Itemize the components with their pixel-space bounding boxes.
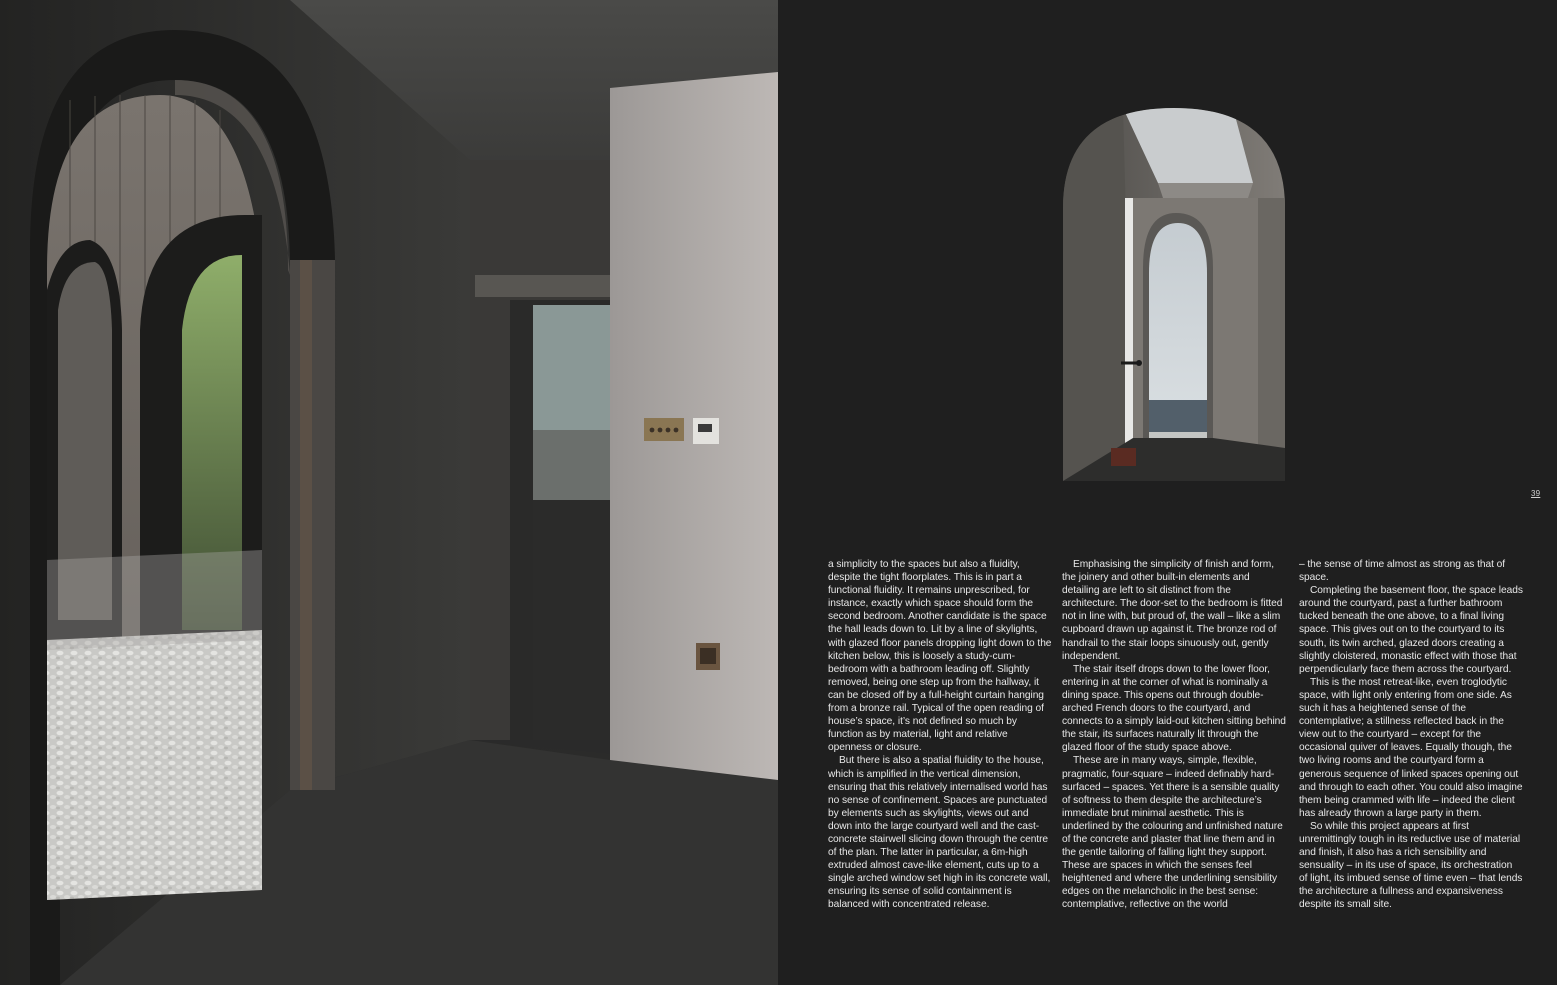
page-number: 39	[1531, 489, 1541, 498]
text-column-2	[1062, 558, 1286, 912]
paragraph: – the sense of time almost as strong as that of space.	[1299, 559, 1506, 584]
paragraph: The stair itself drops down to the lower floor, entering in at the corner of what is nominally a dining space. This opens out through double-arched French doors to the courtyard, and connects to a simply laid-out kitchen sitting behind the stair, its surfaces naturally lit through the glazed floor of the study space above.	[1062, 663, 1286, 754]
text-column-3	[1299, 558, 1523, 912]
paragraph: But there is also a spatial fluidity to the house, which is amplified in the vertical dimension, ensuring that this relatively internalised world has no sense of confinement. Spaces are punctuated by elements such as skylights, views out and down into the large courtyard well and the cast-concrete stairwell slicing down through the centre of the plan. The latter in particular, a 6m-high extruded almost cave-like element, cuts up to a single arched window set high in its concrete wall, ensuring its sense of solid containment is balanced with concentrated release.	[828, 755, 1051, 911]
paragraph: a simplicity to the spaces but also a fluidity, despite the tight floorplates. This is in part a functional fluidity. It remains unprescribed, for instance, exactly which space should form the second bedroom. Another candidate is the space the hall leads down to. Lit by a line of skylights, with glazed floor panels dropping light down to the kitchen below, this is loosely a study-cum-bedroom with a bathroom leading off. Slightly removed, being one step up from the hallway, it can be closed off by a full-height curtain hanging from a bronze rail. Typical of the open reading of house’s space, it’s not defined so much by function as by material, light and relative openness or closure.	[828, 559, 1052, 754]
paragraph: Completing the basement floor, the space leads around the courtyard, past a further bathroom tucked beneath the one above, to a final living space. This gives out on to the courtyard to its south, its twin arched, glazed doors creating a slightly cloistered, monastic effect with those that perpendicularly face them across the courtyard.	[1299, 585, 1523, 675]
paragraph: Emphasising the simplicity of finish and form, the joinery and other built-in elements and detailing are left to sit distinct from the architecture. The door-set to the bedroom is fitted not in line with, but proud of, the wall – like a slim cupboard drawn up against it. The bronze rod of handrail to the stair loops sinuously out, gently independent.	[1062, 559, 1283, 662]
interior-hallway-photo	[0, 0, 778, 985]
paragraph: These are in many ways, simple, flexible, pragmatic, four-square – indeed definably hard-surfaced – spaces. Yet there is a sensible quality of softness to them despite the architecture’s immediate brut minimal aesthetic. This is underlined by the colouring and unfinished nature of the concrete and plaster that line them and in the gentle tailoring of falling light they support. These are spaces in which the senses feel heightened and where the underlining sensibility edges on the melancholic in the best sense: contemplative, reflective on the world	[1062, 755, 1283, 911]
paragraph: This is the most retreat-like, even troglodytic space, with light only entering from one side. As such it has a heightened sense of the contemplative; a stillness reflected back in the view out to the courtyard – except for the occasional quiver of leaves. Equally though, the two living rooms and the courtyard form a generous sequence of linked spaces opening out and through to each other. You could also imagine them being crammed with life – indeed the client has already thrown a large party in them.	[1299, 676, 1523, 819]
arched-doorway-photo	[1063, 108, 1285, 481]
text-column-1	[828, 558, 1052, 912]
paragraph: So while this project appears at first unremittingly tough in its reductive use of material and finish, it also has a rich sensibility and sensuality – in its use of space, its orchestration of light, its imbued sense of time even – that lends the architecture a fullness and expansiveness despite its small site.	[1299, 820, 1523, 911]
